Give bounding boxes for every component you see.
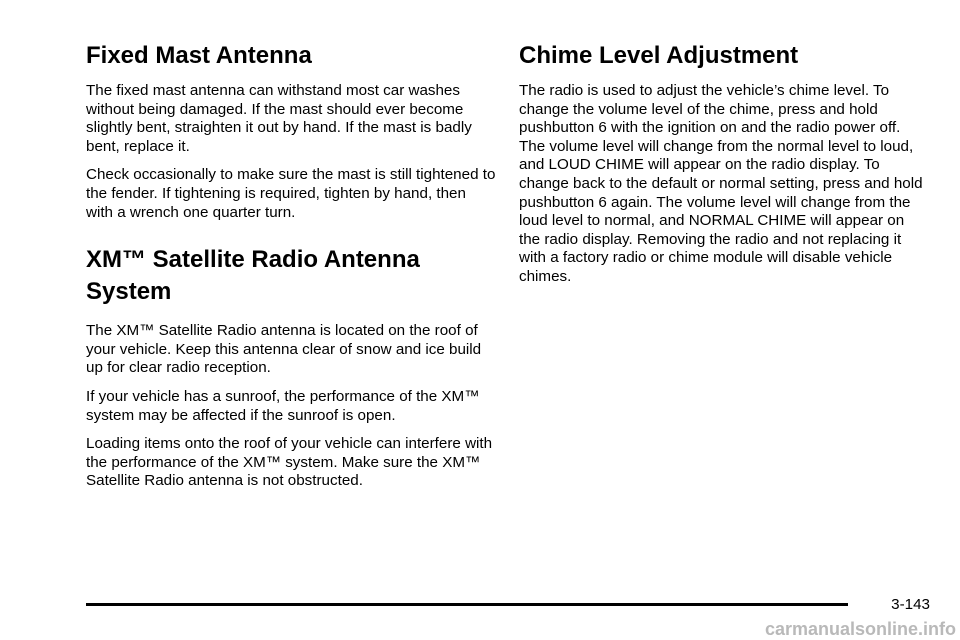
right-column [519, 40, 929, 297]
heading-fixed-mast-antenna: Fixed Mast Antenna [86, 42, 312, 69]
heading-xm-line1: XM™ Satellite Radio Antenna [86, 246, 420, 274]
paragraph-xm-2: If your vehicle has a sunroof, the performance of the XM™ system may be affected if the sunroof is open. [86, 387, 480, 424]
paragraph-xm-1: The XM™ Satellite Radio antenna is located on the roof of your vehicle. Keep this antenna clear of snow and ice build up for clear radio reception. [86, 322, 482, 377]
left-column [86, 40, 496, 501]
watermark: carmanualsonline.info [764, 619, 956, 639]
page-number: 3-143 [891, 596, 930, 613]
heading-xm-line2: System [86, 278, 172, 306]
heading-xm-antenna-system [86, 244, 496, 308]
heading-chime-level-adjustment: Chime Level Adjustment [519, 42, 799, 69]
paragraph-fixed-mast-1: The fixed mast antenna can withstand most car washes without being damaged. If the mast should ever become slightly bent, straighten it out by hand. If the mast is badly bent, replace it. [86, 82, 472, 155]
paragraph-xm-3: Loading items onto the roof of your vehicle can interfere with the performance of the XM™ system. Make sure the XM™ Satellite Radio antenna is not obstructed. [86, 435, 493, 490]
footer-rule [86, 603, 848, 606]
paragraph-fixed-mast-2: Check occasionally to make sure the mast is still tightened to the fender. If tightening is required, tighten by hand, then with a wrench one quarter turn. [86, 166, 496, 221]
paragraph-chime: The radio is used to adjust the vehicle’s chime level. To change the volume level of the chime, press and hold pushbutton 6 with the ignition on and the radio power off. The volume level will change from the normal level to loud, and LOUD CHIME will appear on the radio display. To change back to the default or normal setting, press and hold pushbutton 6 again. The volume level will change from the loud level to normal, and NORMAL CHIME will appear on the radio display. Removing the radio and not replacing it with a factory radio or chime module will disable vehicle chimes. [519, 82, 923, 285]
